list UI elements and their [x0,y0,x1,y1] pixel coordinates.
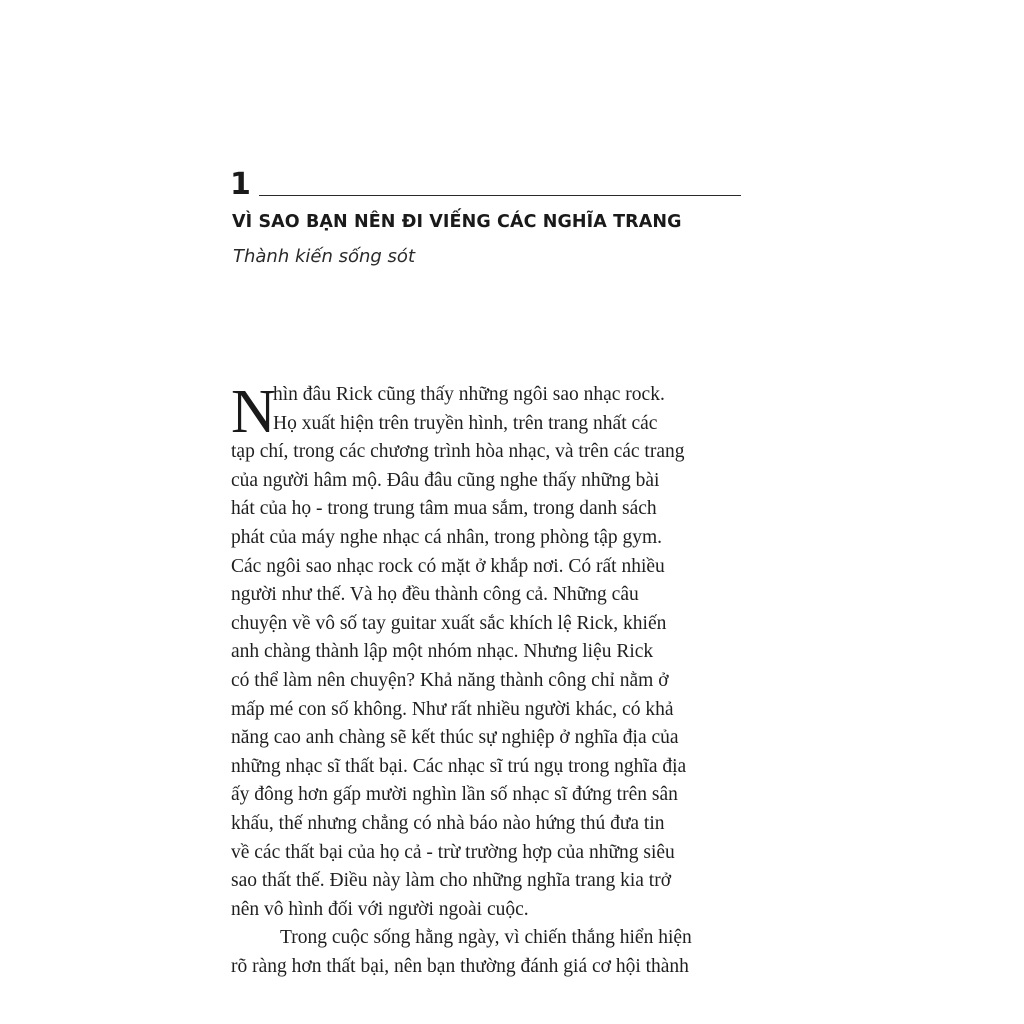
text-line: hìn đâu Rick cũng thấy những ngôi sao nhạc rock. [273,384,665,405]
text-line: người như thế. Và họ đều thành công cả. Những câu [231,584,639,606]
text-line: mấp mé con số không. Như rất nhiều người khác, có khả [231,698,674,720]
text-line: chuyện về vô số tay guitar xuất sắc khích lệ Rick, khiến [231,612,667,634]
text-line: khấu, thế nhưng chẳng có nhà báo nào hứng thú đưa tin [231,812,665,834]
text-line: nên vô hình đối với người ngoài cuộc. [231,898,529,920]
chapter-subtitle: Thành kiến sống sót [233,246,415,267]
drop-cap: N [231,378,276,446]
text-line: anh chàng thành lập một nhóm nhạc. Nhưng liệu Rick [231,641,654,663]
text-line: ấy đông hơn gấp mười nghìn lần số nhạc sĩ đứng trên sân [231,784,678,806]
text-line: Các ngôi sao nhạc rock có mặt ở khắp nơi. Có rất nhiều [231,555,665,577]
text-line: của người hâm mộ. Đâu đâu cũng nghe thấy những bài [231,469,660,491]
text-line: có thể làm nên chuyện? Khả năng thành công chỉ nằm ở [231,669,669,691]
text-line: phát của máy nghe nhạc cá nhân, trong phòng tập gym. [231,526,663,548]
text-line: về các thất bại của họ cả - trừ trường hợp của những siêu [231,841,675,863]
text-line: tạp chí, trong các chương trình hòa nhạc, và trên các trang [231,441,685,463]
text-line: những nhạc sĩ thất bại. Các nhạc sĩ trú ngụ trong nghĩa địa [231,755,687,777]
text-line: rõ ràng hơn thất bại, nên bạn thường đánh giá cơ hội thành [231,955,689,977]
chapter-divider [259,195,741,196]
text-line: hát của họ - trong trung tâm mua sắm, trong danh sách [231,498,657,520]
text-line: Trong cuộc sống hằng ngày, vì chiến thắng hiển hiện [280,927,692,949]
text-line: năng cao anh chàng sẽ kết thúc sự nghiệp ở nghĩa địa của [231,727,679,749]
text-line: sao thất thế. Điều này làm cho những nghĩa trang kia trở [231,870,672,892]
body-text [231,378,751,981]
text-line: Họ xuất hiện trên truyền hình, trên trang nhất các [273,412,658,434]
chapter-number: 1 [230,167,251,202]
chapter-title: VÌ SAO BẠN NÊN ĐI VIẾNG CÁC NGHĨA TRANG [232,212,682,232]
